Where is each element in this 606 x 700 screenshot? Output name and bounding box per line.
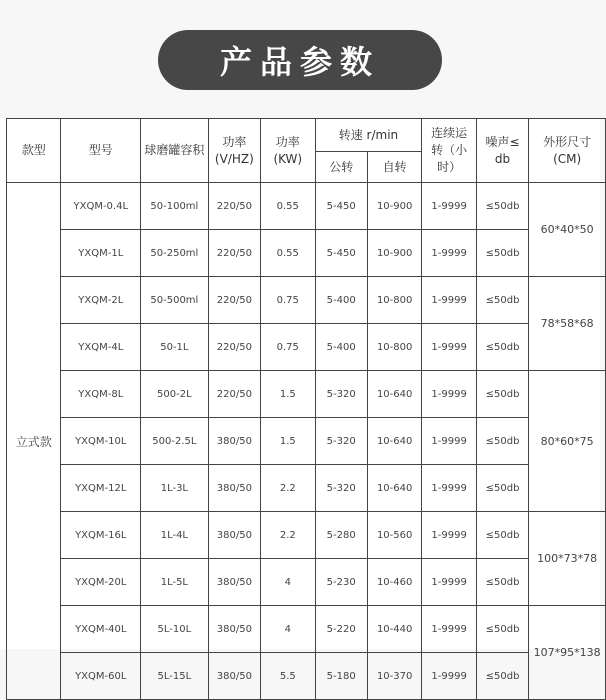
kw-cell: 0.55: [261, 183, 315, 230]
voltage-cell: 380/50: [208, 512, 260, 559]
header-power-voltage: 功率 (V/HZ): [208, 119, 260, 183]
header-speed: 转速 r/min: [315, 119, 422, 152]
model-cell: YXQM-0.4L: [61, 183, 141, 230]
rotation-cell: 10-900: [367, 183, 421, 230]
revolution-cell: 5-320: [315, 465, 367, 512]
hours-cell: 1-9999: [422, 606, 476, 653]
rotation-cell: 10-800: [367, 324, 421, 371]
capacity-cell: 50-500ml: [141, 277, 209, 324]
table-row: [7, 512, 606, 559]
rotation-cell: 10-900: [367, 230, 421, 277]
kw-cell: 0.75: [261, 324, 315, 371]
table-row: [7, 559, 606, 606]
hours-cell: 1-9999: [422, 324, 476, 371]
dims-cell: 80*60*75: [529, 371, 606, 512]
page-title: 产品参数: [219, 43, 380, 81]
noise-cell: ≤50db: [476, 230, 528, 277]
voltage-cell: 380/50: [208, 465, 260, 512]
voltage-cell: 220/50: [208, 324, 260, 371]
revolution-cell: 5-400: [315, 277, 367, 324]
spec-table: [6, 118, 606, 700]
model-cell: YXQM-60L: [61, 653, 141, 700]
hours-cell: 1-9999: [422, 418, 476, 465]
rotation-cell: 10-640: [367, 465, 421, 512]
model-cell: YXQM-8L: [61, 371, 141, 418]
revolution-cell: 5-220: [315, 606, 367, 653]
kw-cell: 1.5: [261, 418, 315, 465]
kind-cell: 立式款: [7, 183, 61, 700]
rotation-cell: 10-640: [367, 371, 421, 418]
table-row: [7, 653, 606, 700]
spec-table-container: [0, 118, 601, 682]
kw-cell: 5.5: [261, 653, 315, 700]
header-capacity: 球磨罐容积: [141, 119, 209, 183]
page-header: [0, 0, 600, 118]
table-row: [7, 606, 606, 653]
capacity-cell: 500-2L: [141, 371, 209, 418]
model-cell: YXQM-10L: [61, 418, 141, 465]
capacity-cell: 1L-4L: [141, 512, 209, 559]
noise-cell: ≤50db: [476, 559, 528, 606]
noise-cell: ≤50db: [476, 324, 528, 371]
header-rotation: 自转: [367, 152, 421, 183]
table-row: [7, 230, 606, 277]
voltage-cell: 220/50: [208, 183, 260, 230]
header-model: 型号: [61, 119, 141, 183]
noise-cell: ≤50db: [476, 512, 528, 559]
kw-cell: 0.55: [261, 230, 315, 277]
header-kind: 款型: [7, 119, 61, 183]
table-row: [7, 183, 606, 230]
header-revolution: 公转: [315, 152, 367, 183]
capacity-cell: 1L-5L: [141, 559, 209, 606]
noise-cell: ≤50db: [476, 465, 528, 512]
model-cell: YXQM-12L: [61, 465, 141, 512]
table-row: [7, 277, 606, 324]
hours-cell: 1-9999: [422, 371, 476, 418]
voltage-cell: 380/50: [208, 606, 260, 653]
capacity-cell: 5L-10L: [141, 606, 209, 653]
model-cell: YXQM-1L: [61, 230, 141, 277]
hours-cell: 1-9999: [422, 277, 476, 324]
model-cell: YXQM-16L: [61, 512, 141, 559]
hours-cell: 1-9999: [422, 653, 476, 700]
header-continuous: 连续运 转（小 时）: [422, 119, 476, 183]
dims-cell: 100*73*78: [529, 512, 606, 606]
kw-cell: 1.5: [261, 371, 315, 418]
header-noise: 噪声≤ db: [476, 119, 528, 183]
noise-cell: ≤50db: [476, 371, 528, 418]
revolution-cell: 5-180: [315, 653, 367, 700]
capacity-cell: 1L-3L: [141, 465, 209, 512]
rotation-cell: 10-460: [367, 559, 421, 606]
noise-cell: ≤50db: [476, 418, 528, 465]
model-cell: YXQM-40L: [61, 606, 141, 653]
rotation-cell: 10-440: [367, 606, 421, 653]
voltage-cell: 380/50: [208, 559, 260, 606]
rotation-cell: 10-560: [367, 512, 421, 559]
voltage-cell: 220/50: [208, 230, 260, 277]
hours-cell: 1-9999: [422, 183, 476, 230]
revolution-cell: 5-400: [315, 324, 367, 371]
title-banner: [158, 30, 442, 90]
hours-cell: 1-9999: [422, 465, 476, 512]
voltage-cell: 380/50: [208, 653, 260, 700]
table-row: [7, 465, 606, 512]
kw-cell: 2.2: [261, 512, 315, 559]
revolution-cell: 5-320: [315, 371, 367, 418]
kw-cell: 2.2: [261, 465, 315, 512]
noise-cell: ≤50db: [476, 653, 528, 700]
voltage-cell: 380/50: [208, 418, 260, 465]
model-cell: YXQM-4L: [61, 324, 141, 371]
table-row: [7, 418, 606, 465]
rotation-cell: 10-640: [367, 418, 421, 465]
capacity-cell: 50-1L: [141, 324, 209, 371]
model-cell: YXQM-2L: [61, 277, 141, 324]
hours-cell: 1-9999: [422, 559, 476, 606]
table-row: [7, 371, 606, 418]
voltage-cell: 220/50: [208, 277, 260, 324]
header-power-kw: 功率 (KW): [261, 119, 315, 183]
header-dims: 外形尺寸 (CM): [529, 119, 606, 183]
rotation-cell: 10-800: [367, 277, 421, 324]
noise-cell: ≤50db: [476, 183, 528, 230]
revolution-cell: 5-450: [315, 183, 367, 230]
capacity-cell: 5L-15L: [141, 653, 209, 700]
revolution-cell: 5-450: [315, 230, 367, 277]
kw-cell: 4: [261, 606, 315, 653]
table-row: [7, 324, 606, 371]
kw-cell: 4: [261, 559, 315, 606]
hours-cell: 1-9999: [422, 230, 476, 277]
revolution-cell: 5-320: [315, 418, 367, 465]
rotation-cell: 10-370: [367, 653, 421, 700]
noise-cell: ≤50db: [476, 277, 528, 324]
voltage-cell: 220/50: [208, 371, 260, 418]
noise-cell: ≤50db: [476, 606, 528, 653]
dims-cell: 60*40*50: [529, 183, 606, 277]
dims-cell: 78*58*68: [529, 277, 606, 371]
hours-cell: 1-9999: [422, 512, 476, 559]
revolution-cell: 5-280: [315, 512, 367, 559]
capacity-cell: 50-100ml: [141, 183, 209, 230]
kw-cell: 0.75: [261, 277, 315, 324]
revolution-cell: 5-230: [315, 559, 367, 606]
dims-cell: 107*95*138: [529, 606, 606, 700]
capacity-cell: 50-250ml: [141, 230, 209, 277]
model-cell: YXQM-20L: [61, 559, 141, 606]
capacity-cell: 500-2.5L: [141, 418, 209, 465]
